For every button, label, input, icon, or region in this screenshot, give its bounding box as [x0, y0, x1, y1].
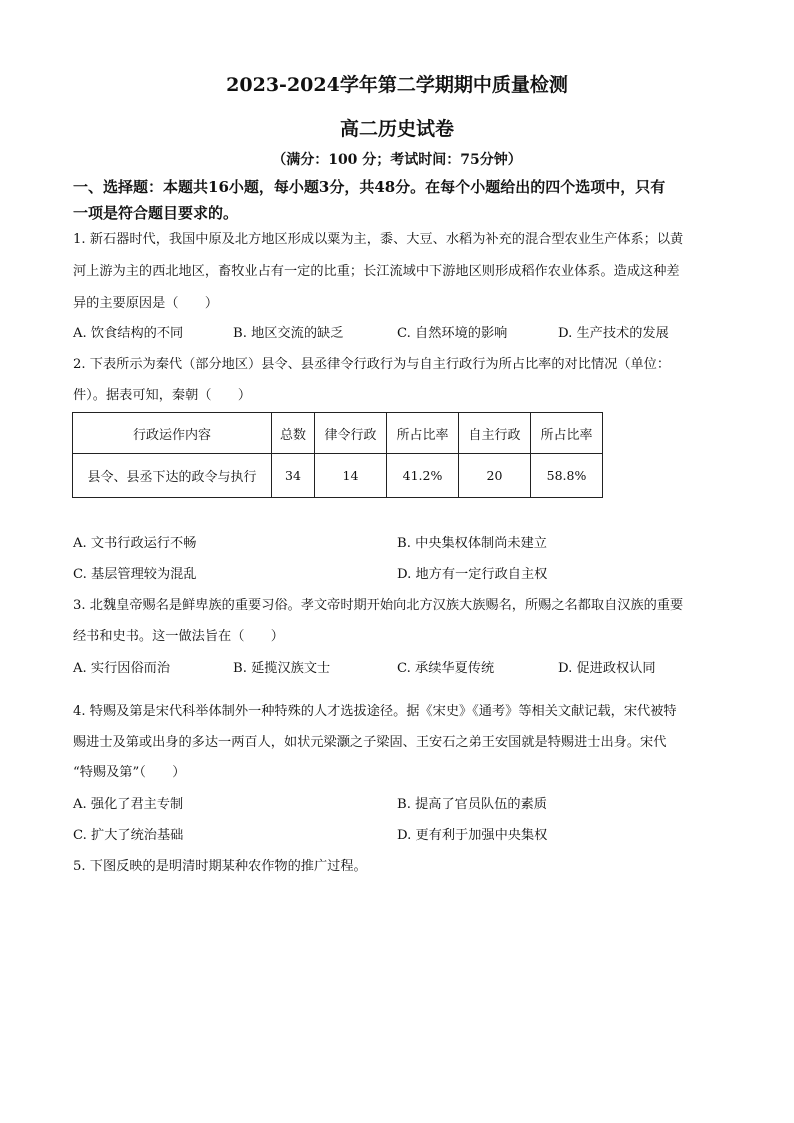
- table-header-cell: 自主行政: [459, 413, 531, 454]
- table-cell: 县令、县丞下达的政令与执行: [73, 454, 272, 498]
- table-header-cell: 行政运作内容: [73, 413, 272, 454]
- table-row: [73, 454, 603, 498]
- q3-stem-line: 经书和史书。这一做法旨在（ ）: [73, 629, 284, 644]
- q1-option-d[interactable]: D. 生产技术的发展: [558, 326, 669, 341]
- table-cell: 34: [272, 454, 315, 498]
- q4-stem-line: 4. 特赐及第是宋代科举体制外一种特殊的人才选拔途径。据《宋史》《通考》等相关文献记载，宋代被特: [73, 704, 677, 719]
- q4-option-b[interactable]: B. 提高了官员队伍的素质: [397, 797, 547, 812]
- q2-option-d[interactable]: D. 地方有一定行政自主权: [397, 567, 548, 582]
- q3-option-a[interactable]: A. 实行因俗而治: [73, 661, 171, 676]
- q3-option-b[interactable]: B. 延揽汉族文士: [233, 661, 331, 676]
- q4-stem-line: “特赐及第”（ ）: [73, 765, 186, 780]
- table-header-cell: 所占比率: [387, 413, 459, 454]
- table-cell: 14: [315, 454, 387, 498]
- q3-stem-line: 3. 北魏皇帝赐名是鲜卑族的重要习俗。孝文帝时期开始向北方汉族大族赐名，所赐之名都取自汉族的重要: [73, 598, 684, 613]
- q2-stem-line: 2. 下表所示为秦代（部分地区）县令、县丞律令行政行为与自主行政行为所占比率的对比情况（单位：: [73, 357, 671, 372]
- q4-option-a[interactable]: A. 强化了君主专制: [73, 797, 184, 812]
- exam-meta: （满分：100 分；考试时间：75分钟）: [272, 152, 522, 168]
- q3-option-d[interactable]: D. 促进政权认同: [558, 661, 656, 676]
- table-header-cell: 所占比率: [531, 413, 603, 454]
- q5-stem-line: 5. 下图反映的是明清时期某种农作物的推广过程。: [73, 859, 367, 874]
- exam-subject: 高二历史试卷: [339, 118, 454, 140]
- q4-option-c[interactable]: C. 扩大了统治基础: [73, 828, 184, 843]
- q2-stem-line: 件）。据表可知，秦朝（ ）: [73, 388, 252, 403]
- table-cell: 20: [459, 454, 531, 498]
- q1-option-b[interactable]: B. 地区交流的缺乏: [233, 326, 344, 341]
- table-header-row: [73, 413, 603, 454]
- q4-option-d[interactable]: D. 更有利于加强中央集权: [397, 828, 548, 843]
- section-heading-line2: 一项是符合题目要求的。: [73, 204, 239, 222]
- q2-option-c[interactable]: C. 基层管理较为混乱: [73, 567, 197, 582]
- q2-option-a[interactable]: A. 文书行政运行不畅: [73, 536, 197, 551]
- q1-stem-line: 河上游为主的西北地区，畜牧业占有一定的比重；长江流域中下游地区则形成稻作农业体系。造成这种差: [73, 264, 680, 279]
- q1-option-c[interactable]: C. 自然环境的影响: [397, 326, 508, 341]
- q1-stem-line: 1. 新石器时代，我国中原及北方地区形成以粟为主，黍、大豆、水稻为补充的混合型农业生产体系；以黄: [73, 232, 684, 247]
- exam-title: 2023-2024学年第二学期期中质量检测: [226, 74, 568, 96]
- q2-option-b[interactable]: B. 中央集权体制尚未建立: [397, 536, 547, 551]
- q1-stem-line: 异的主要原因是（ ）: [73, 296, 219, 311]
- section-heading-line1: 一、选择题：本题共16小题，每小题3分，共48分。在每个小题给出的四个选项中，只有: [73, 178, 666, 196]
- table-cell: 41.2%: [387, 454, 459, 498]
- q3-option-c[interactable]: C. 承续华夏传统: [397, 661, 495, 676]
- table-header-cell: 总数: [272, 413, 315, 454]
- q4-stem-line: 赐进士及第或出身的多达一两百人，如状元梁灏之子梁固、王安石之弟王安国就是特赐进士出身。宋代: [73, 735, 667, 750]
- q1-option-a[interactable]: A. 饮食结构的不同: [73, 326, 184, 341]
- q2-data-table: [72, 412, 603, 498]
- table-cell: 58.8%: [531, 454, 603, 498]
- table-header-cell: 律令行政: [315, 413, 387, 454]
